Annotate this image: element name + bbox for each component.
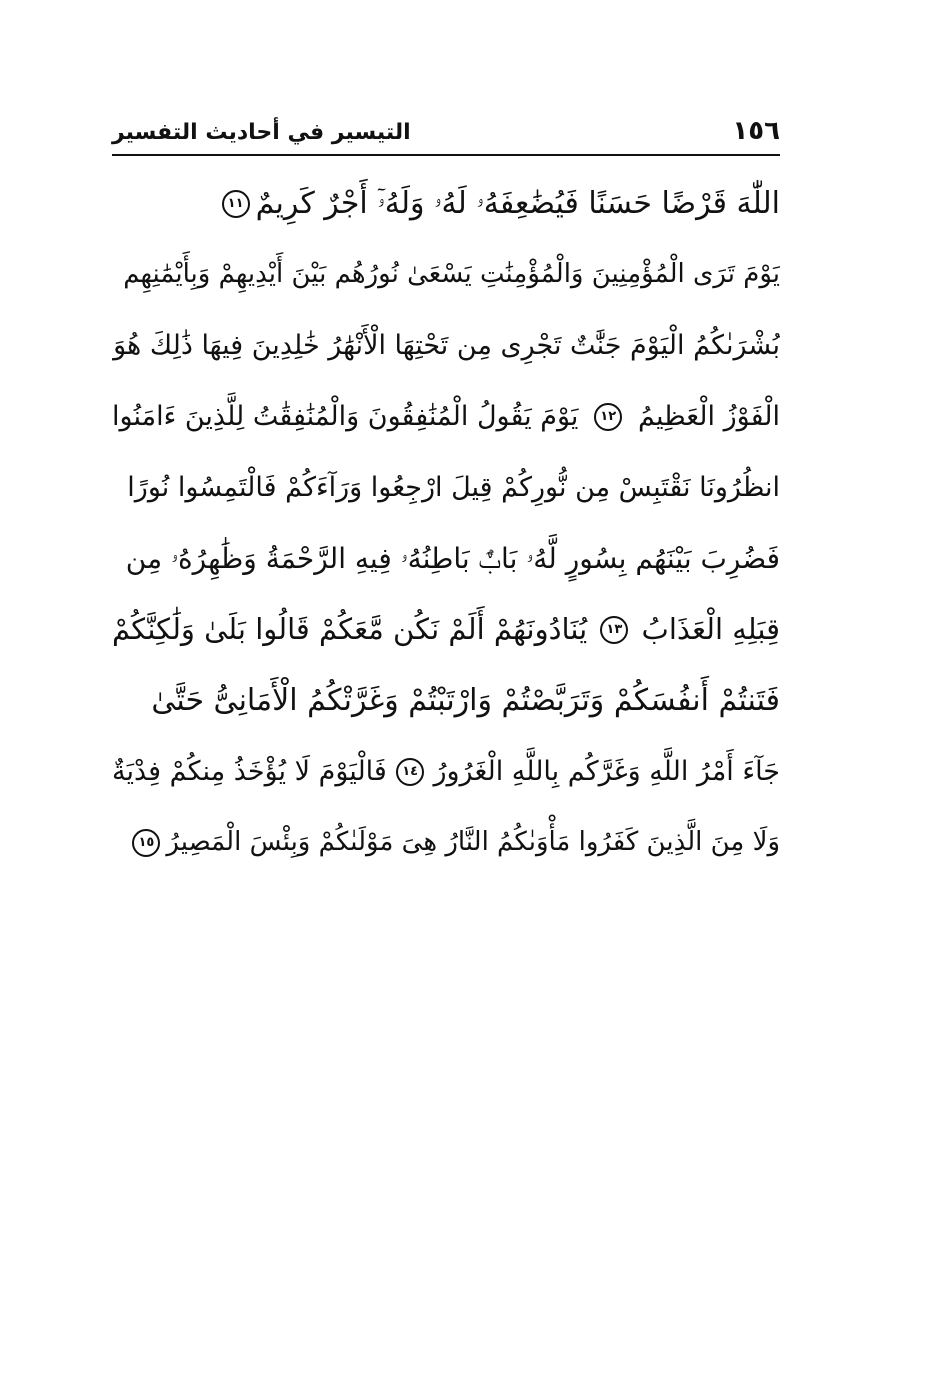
- verse-line: [112, 665, 780, 736]
- verse-number-marker: ١٢: [594, 403, 622, 431]
- verse-number-marker: ١٤: [396, 758, 424, 786]
- verse-text: يَوْمَ تَرَى الْمُؤْمِنِينَ وَالْمُؤْمِنَٰتِ يَسْعَىٰ نُورُهُم بَيْنَ أَيْدِيهِمْ وَبِأَيْمَٰنِهِم: [123, 259, 780, 289]
- verse-line: [112, 310, 780, 381]
- verse-number-marker: ١٥: [132, 829, 160, 857]
- verse-line: [112, 594, 780, 665]
- verse-line: [112, 168, 780, 239]
- verse-text: بُشْرَىٰكُمُ الْيَوْمَ جَنَّٰتٌ تَجْرِى مِن تَحْتِهَا الْأَنْهَٰرُ خَٰلِدِينَ فِيهَا ذَٰلِكَ هُوَ: [113, 330, 780, 361]
- verse-line: [112, 807, 780, 878]
- verse-text: فَضُرِبَ بَيْنَهُم بِسُورٍ لَّهُۥ بَابٌۢ بَاطِنُهُۥ فِيهِ الرَّحْمَةُ وَظَٰهِرُهُۥ مِن: [125, 542, 780, 575]
- header-rule: [112, 154, 780, 156]
- verse-text: يُنَادُونَهُمْ أَلَمْ نَكُن مَّعَكُمْ قَالُوا بَلَىٰ وَلَٰكِنَّكُمْ: [112, 612, 588, 646]
- verse-text: فَتَنتُمْ أَنفُسَكُمْ وَتَرَبَّصْتُمْ وَارْتَبْتُمْ وَغَرَّتْكُمُ الْأَمَانِىُّ حَتَّىٰ: [151, 683, 780, 718]
- verse-number-marker: ١٣: [600, 616, 628, 644]
- verse-text: انظُرُونَا نَقْتَبِسْ مِن نُّورِكُمْ قِيلَ ارْجِعُوا وَرَآءَكُمْ فَالْتَمِسُوا نُورًا: [127, 472, 780, 503]
- verse-text: فَالْيَوْمَ لَا يُؤْخَذُ مِنكُمْ فِدْيَةٌ: [112, 756, 387, 787]
- verse-text: جَآءَ أَمْرُ اللَّهِ وَغَرَّكُم بِاللَّهِ الْغَرُورُ: [433, 756, 780, 787]
- book-title: التيسير في أحاديث التفسير: [112, 120, 411, 145]
- verse-number-marker: ١١: [222, 190, 250, 218]
- page-number: ١٥٦: [732, 116, 780, 146]
- quran-text-block: [112, 168, 780, 878]
- verse-line: [112, 381, 780, 452]
- verse-line: [112, 239, 780, 310]
- verse-text: يَوْمَ يَقُولُ الْمُنَٰفِقُونَ وَالْمُنَٰفِقَٰتُ لِلَّذِينَ ءَامَنُوا: [112, 401, 579, 432]
- verse-text: وَلَا مِنَ الَّذِينَ كَفَرُوا مَأْوَىٰكُمُ النَّارُ هِىَ مَوْلَىٰكُمْ وَبِئْسَ الْمَصِيرُ: [166, 827, 780, 857]
- verse-line: [112, 736, 780, 807]
- running-head: [112, 112, 780, 156]
- verse-text: اللّٰهَ قَرْضًا حَسَنًا فَيُضَٰعِفَهُۥ لَهُۥ وَلَهُۥٓ أَجْرٌ كَرِيمٌ: [255, 186, 780, 221]
- verse-text: الْفَوْزُ الْعَظِيمُ: [638, 401, 780, 432]
- verse-line: [112, 452, 780, 523]
- verse-line: [112, 523, 780, 594]
- verse-text: قِبَلِهِ الْعَذَابُ: [641, 612, 780, 646]
